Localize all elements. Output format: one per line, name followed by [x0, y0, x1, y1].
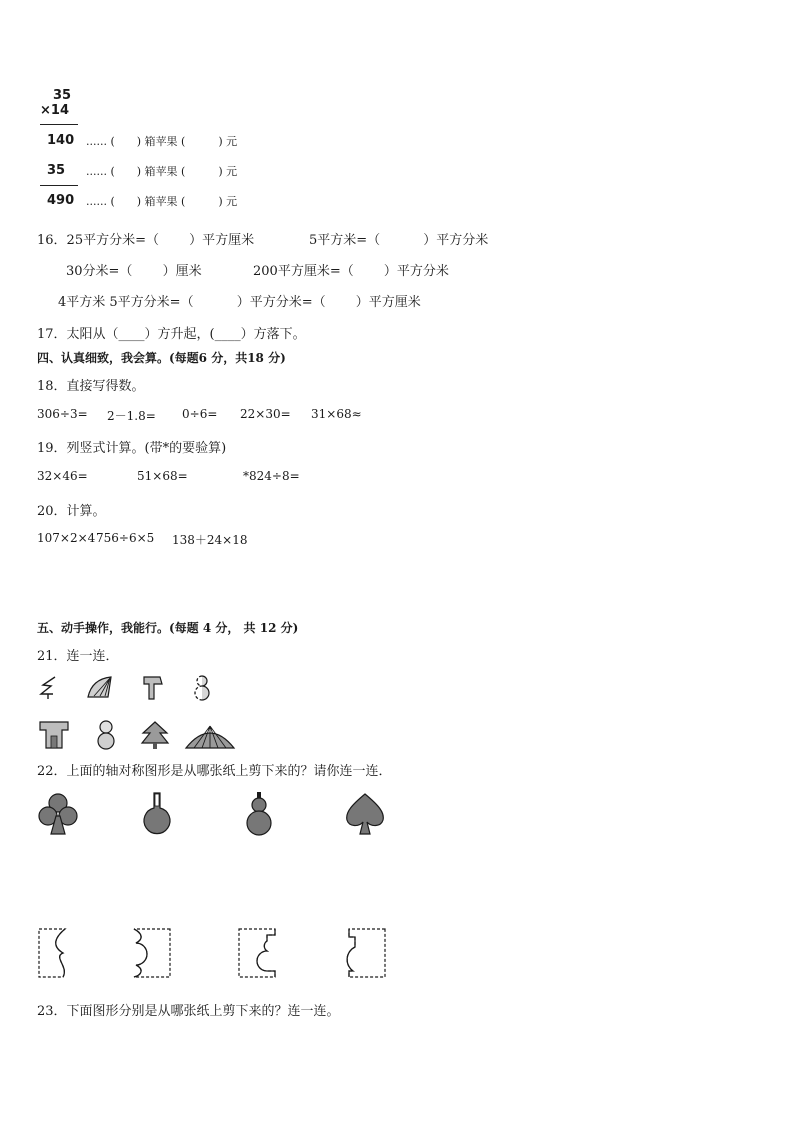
section-4-heading: 四、认真细致，我会算。(每题6 分，共18 分)	[37, 351, 286, 365]
q17-text: 17．太阳从（____）方升起，(____）方落下。	[37, 327, 306, 342]
q19-item-2: 51×68=	[137, 469, 188, 483]
house-figure	[38, 718, 70, 750]
half-tree-figure	[37, 675, 59, 701]
annotation-2: ...... ( ) 箱苹果 ( ) 元	[86, 165, 238, 178]
q20-item-2: 756÷6×5	[96, 531, 155, 545]
half-umbrella-figure	[86, 675, 114, 699]
multiplier: ×14	[40, 103, 69, 118]
half-snowman-figure	[194, 674, 210, 702]
q20-item-1: 107×2×4	[37, 531, 96, 545]
q18-item-4: 22×30=	[240, 407, 291, 421]
q18-item-1: 306÷3=	[37, 407, 88, 421]
q20-item-3: 138＋24×18	[172, 533, 248, 547]
paper-piece-1	[37, 927, 77, 979]
paper-piece-4	[345, 927, 387, 979]
umbrella-figure	[184, 722, 236, 750]
flask-figure	[142, 792, 172, 836]
q18-title: 18．直接写得数。	[37, 379, 145, 394]
q20-title: 20．计算。	[37, 504, 106, 519]
paper-piece-3	[237, 927, 279, 979]
q23-title: 23．下面图形分别是从哪张纸上剪下来的？连一连。	[37, 1004, 340, 1019]
spade-figure	[343, 792, 387, 836]
q18-item-5: 31×68≈	[311, 407, 362, 421]
annotation-1: ...... ( ) 箱苹果 ( ) 元	[86, 135, 238, 148]
calc-line-2	[40, 185, 78, 186]
q19-item-1: 32×46=	[37, 469, 88, 483]
q19-title: 19．列竖式计算。(带*的要验算)	[37, 441, 227, 456]
paper-piece-2	[132, 927, 172, 979]
q18-item-2: 2－1.8=	[107, 409, 156, 423]
tree-figure	[140, 720, 170, 750]
q21-title: 21．连一连．	[37, 649, 119, 664]
q16-line1-b: 5平方米=（ ）平方分米	[309, 233, 489, 248]
multiplicand: 35	[53, 88, 72, 103]
annotation-3: ...... ( ) 箱苹果 ( ) 元	[86, 195, 238, 208]
snowman-figure	[95, 718, 117, 750]
q16-line1-a: 16．25平方分米=（ ）平方厘米	[37, 233, 255, 248]
product: 490	[47, 193, 75, 208]
half-house-figure	[142, 675, 164, 701]
calc-line-1	[40, 124, 78, 125]
q19-item-3: *824÷8=	[243, 469, 300, 483]
q16-line2-a: 30分米=（ ）厘米	[66, 264, 202, 279]
partial-product-2: 35	[47, 163, 66, 178]
q18-item-3: 0÷6=	[182, 407, 218, 421]
partial-product-1: 140	[47, 133, 75, 148]
club-figure	[37, 792, 79, 836]
gourd-figure	[244, 792, 274, 836]
q22-title: 22．上面的轴对称图形是从哪张纸上剪下来的？请你连一连．	[37, 764, 392, 779]
q16-line2-b: 200平方厘米=（ ）平方分米	[253, 264, 449, 279]
q16-line3: 4平方米 5平方分米=（ ）平方分米=（ ）平方厘米	[58, 295, 421, 310]
section-5-heading: 五、动手操作，我能行。(每题 4 分， 共 12 分)	[37, 621, 299, 635]
